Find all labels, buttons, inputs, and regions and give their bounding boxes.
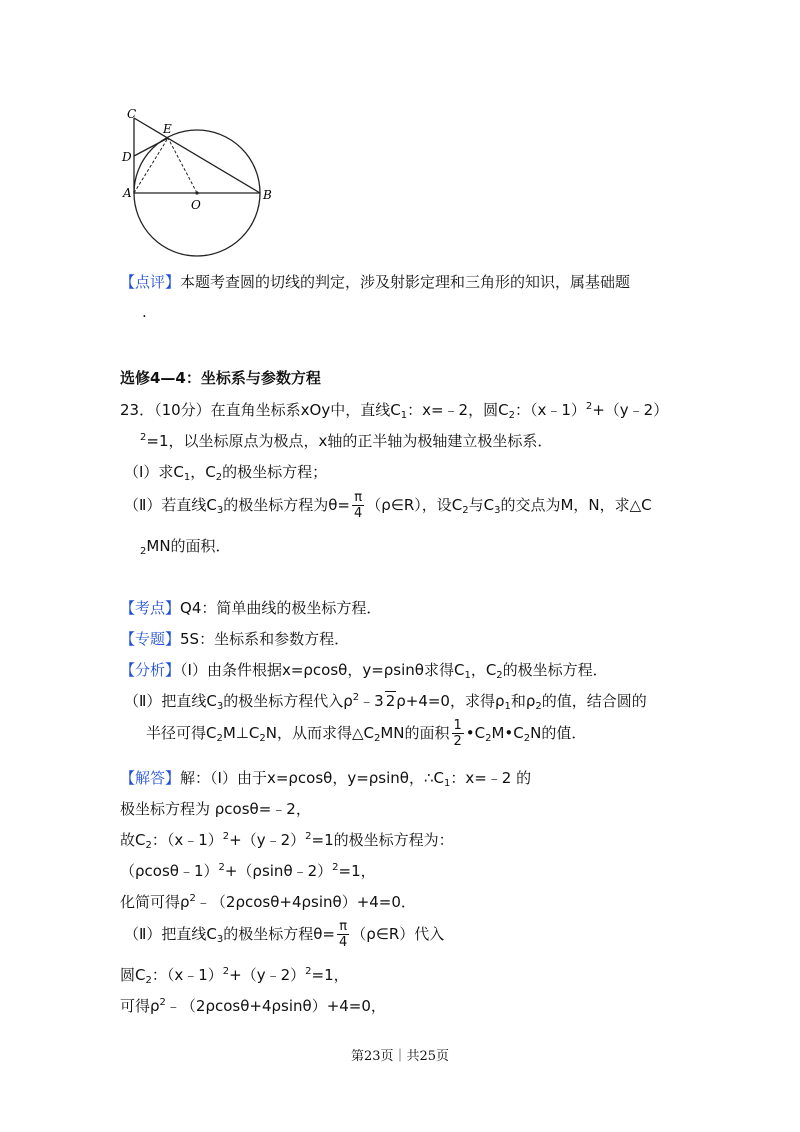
question-1: （Ⅰ）求$C_1$，$C_2$的极坐标方程； [124,463,328,483]
question-2: （Ⅱ）若直线$C_3$的极坐标方程为θ= $\frac{\pi}{4}$ （ρ∈R），设$C_2$与$C_3$的交点为M，N，求△C [124,490,652,521]
jieda-line-1: 【解答】解：（Ⅰ）由于x=ρcosθ，y=ρsinθ，$\therefore C_1$：x=﹣2 的 [120,769,532,789]
review-line [120,271,630,292]
circle-tangent-figure [115,100,285,270]
fraction-one-half: $\frac{1}{2}$ [453,718,462,749]
point-o [195,191,198,194]
jieda-line-4: （ρcosθ﹣1）$^2$+（ρsinθ﹣2）$^2$=1， [120,862,376,880]
review-tag: 【点评】 [120,273,181,291]
problem-line-2: $^2$=1，以坐标原点为极点，x轴的正半轴为极轴建立极坐标系． [140,432,553,450]
segment-ae [134,138,168,193]
label-c: C [127,107,137,121]
kaodian-line: 【考点】Q4：简单曲线的极坐标方程． [120,599,382,617]
jieda-line-7: 圆$C_2$：（x﹣1）$^2$+（y﹣2）$^2$=1， [120,966,349,986]
jieda-line-6: （Ⅱ）把直线$C_3$的极坐标方程θ= $\frac{\pi}{4}$ （ρ∈R）代入 [124,919,445,950]
segment-de [134,138,168,156]
jieda-line-2: 极坐标方程为 ρcosθ=﹣2， [120,800,311,818]
jieda-line-5: 化简可得$\rho^2﹣(2\rho\cos\theta+4\rho\sin\theta)+4=0$． [120,893,416,911]
problem-line-1: 23．（10分）在直角坐标系xOy中，直线$C_1$：x=﹣2，圆$C_2$：（x﹣1）$^2$+（y﹣2） [120,401,669,421]
section-title: 选修4—4：坐标系与参数方程 [120,369,321,387]
problem-text: 23．（10分）在直角坐标系xOy中，直线C [120,401,401,419]
label-o: O [191,198,201,212]
zhuanti-line: 【专题】5S：坐标系和参数方程． [120,630,350,648]
label-b: B [263,188,272,202]
review-tail: . [142,303,147,321]
label-a: A [123,186,132,200]
question-2-cont: $_2$MN的面积． [140,537,231,557]
fraction-pi-over-4: $\frac{\pi}{4}$ [353,490,363,521]
page-footer: 第23页｜共25页 [350,1049,450,1064]
fenxi-line-2: （Ⅱ）把直线$C_3$的极坐标方程代入$\rho^2﹣3$ 2ρ+4=0，求得$\rho_1$和$\rho_2$的值，结合圆的 [124,692,647,712]
label-d: D [122,150,132,164]
jieda-line-8: 可得$\rho^2﹣(2\rho\cos\theta+4\rho\sin\theta)+4=0$， [120,997,386,1015]
sqrt-2: 2 [385,692,396,710]
jieda-line-3: 故$C_2$：（x﹣1）$^2$+（y﹣2）$^2$=1的极坐标方程为： [120,831,454,851]
label-e: E [163,122,172,136]
fenxi-line-1: 【分析】（Ⅰ）由条件根据x=ρcosθ，y=ρsinθ求得$C_1$，$C_2$的极坐标方程． [120,661,608,681]
fraction-pi-over-4-b: $\frac{\pi}{4}$ [338,919,348,950]
segment-cb [134,118,260,193]
fenxi-line-3: 半径可得$C_2M\perp C_2N$，从而求得$\triangle C_2MN$的面积 $\frac{1}{2}$ $•C_2M•C_2N$的值． [146,718,587,749]
review-text: 本题考查圆的切线的判定，涉及射影定理和三角形的知识，属基础题 [180,273,631,291]
